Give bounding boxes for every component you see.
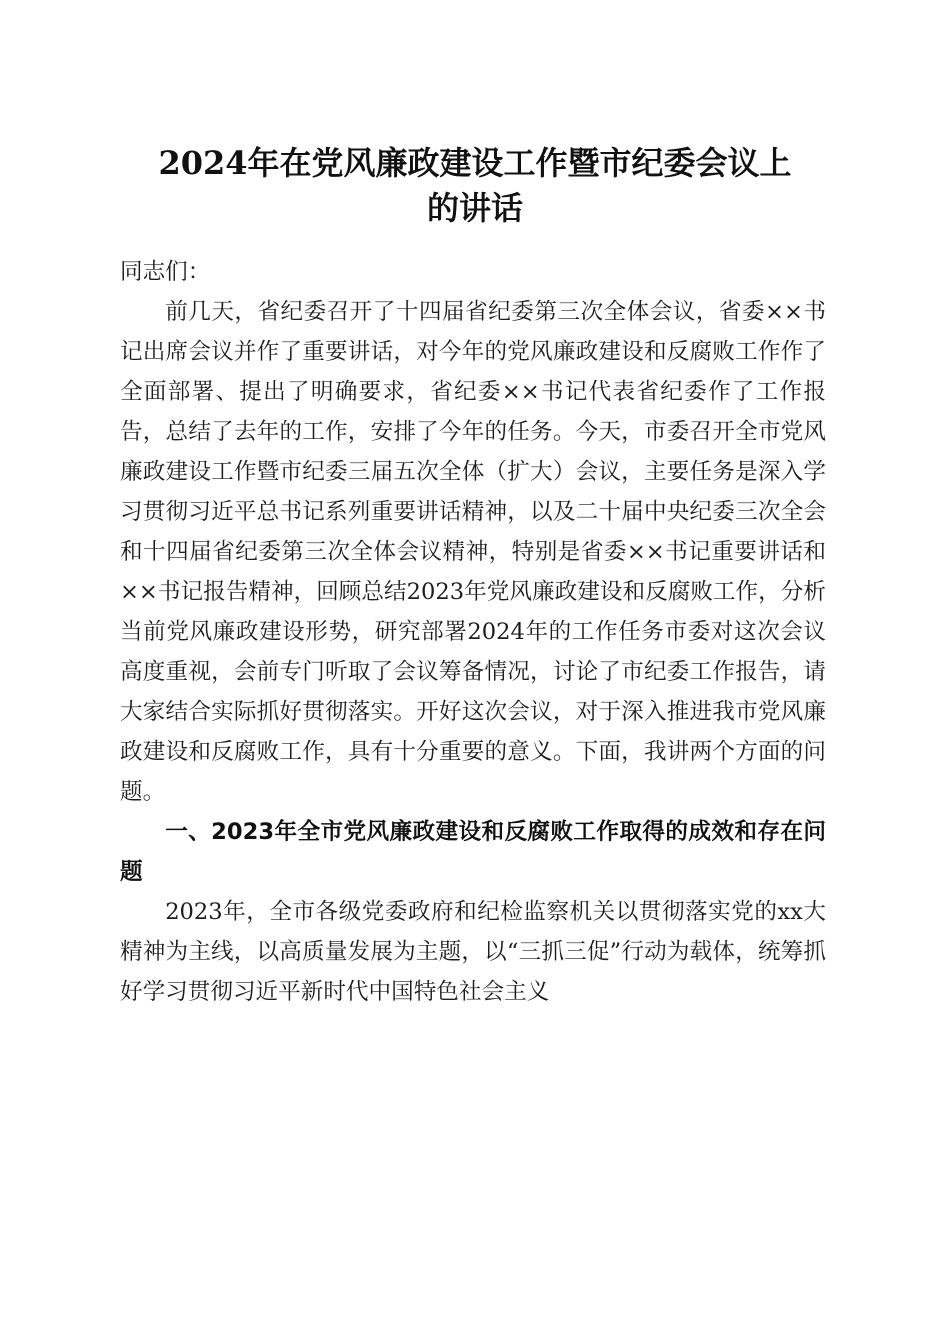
paragraph-intro: 前几天，省纪委召开了十四届省纪委第三次全体会议，省委××书记出席会议并作了重要讲话，对今年的党风廉政建设和反腐败工作作了全面部署、提出了明确要求，省纪委××书记代表省纪委作了工作报告，总结了去年的工作，安排了今年的任务。今天，市委召开全市党风廉政建设工作暨市纪委三届五次全体（扩大）会议，主要任务是深入学习贯彻习近平总书记系列重要讲话精神，以及二十届中央纪委三次全会和十四届省纪委第三次全体会议精神，特别是省委××书记重要讲话和××书记报告精神，回顾总结2023年党风廉政建设和反腐败工作，分析当前党风廉政建设形势，研究部署2024年的工作任务市委对这次会议高度重视，会前专门听取了会议筹备情况，讨论了市纪委工作报告，请大家结合实际抓好贯彻落实。开好这次会议，对于深入推进我市党风廉政建设和反腐败工作，具有十分重要的意义。下面，我讲两个方面的问题。 [120, 299, 826, 805]
salutation: 同志们： [120, 259, 211, 285]
section-heading-1: 一、2023年全市党风廉政建设和反腐败工作取得的成效和存在问题 [120, 819, 826, 885]
document-title-line-2: 的讲话 [426, 189, 523, 227]
paragraph-section-1: 2023年，全市各级党委政府和纪检监察机关以贯彻落实党的xx大精神为主线，以高质量发展为主题，以“三抓三促”行动为载体，统筹抓好学习贯彻习近平新时代中国特色社会主义 [120, 899, 826, 1005]
document-body [120, 252, 826, 1012]
document-title-line-1: 2024年在党风廉政建设工作暨市纪委会议上 [158, 144, 792, 182]
